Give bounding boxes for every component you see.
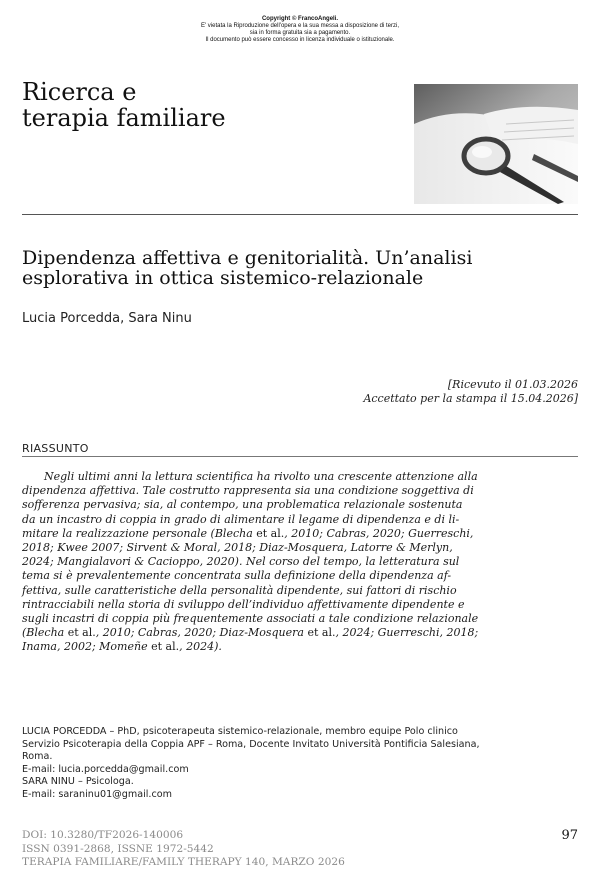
abstract-text: 2018; Kwee 2007; Sirvent & Moral, 2018; Diaz-Mosquera, Latorre & Merlyn, [22, 541, 453, 555]
abstract-text: sofferenza pervasiva; sia, al contempo, una problematica relazionale sostenuta [22, 498, 463, 512]
footer-journal: TERAPIA FAMILIARE/FAMILY THERAPY 140, MARZO 2026 [22, 856, 345, 868]
abstract-line [22, 470, 578, 484]
abstract-text: Negli ultimi anni la lettura scientifica ha rivolto una crescente attenzione alla [44, 470, 478, 483]
doi: DOI: 10.3280/TF2026-140006 [22, 829, 184, 841]
citation-etal: et al. [151, 640, 180, 654]
abstract-text: tema si è prevalentemente concentrata sulla definizione della dipendenza af- [22, 569, 452, 583]
abstract-text: fettiva, sulle caratteristiche della personalità dipendente, sui fattori di rischio [22, 583, 457, 597]
abstract-line [22, 541, 578, 555]
header-divider [22, 214, 578, 215]
accepted-date: Accettato per la stampa il 15.04.2026] [363, 392, 578, 405]
abstract-text: sugli incastri di coppia più frequentemente associati a tale condizione relazionale [22, 612, 479, 626]
email-line: E-mail: saraninu01@gmail.com [22, 788, 172, 800]
article-title-line: esplorativa in ottica sistemico-relazionale [22, 267, 424, 289]
abstract-line [22, 527, 578, 541]
magnifying-glass-image [414, 84, 578, 204]
article-title [22, 248, 578, 288]
email-line: E-mail: lucia.porcedda@gmail.com [22, 763, 189, 775]
copyright-notice [0, 16, 600, 44]
issn: ISSN 0391-2868, ISSNE 1972-5442 [22, 842, 214, 855]
abstract-line [22, 598, 578, 612]
article-authors: Lucia Porcedda, Sara Ninu [22, 311, 192, 326]
submission-dates [363, 378, 578, 406]
abstract-line [22, 498, 578, 512]
abstract-text: , 2024; Guerreschi, 2018; [335, 626, 479, 640]
affiliation-line: Roma. [22, 751, 53, 763]
abstract-line [22, 640, 578, 654]
abstract-line [22, 612, 578, 626]
abstract-text: , 2024). [179, 640, 222, 654]
abstract-heading: RIASSUNTO [22, 442, 89, 455]
abstract-line [22, 513, 578, 527]
abstract-text: 2024; Mangialavori & Cacioppo, 2020). Nel corso del tempo, la letteratura sul [22, 555, 460, 569]
abstract-divider [22, 456, 578, 457]
abstract-text: Inama, 2002; Momeñe [22, 640, 152, 654]
author-affiliations [22, 726, 578, 802]
abstract-line [22, 626, 578, 640]
abstract-text: (Blecha [22, 626, 68, 640]
abstract-line [22, 555, 578, 569]
footer-metadata [22, 829, 345, 870]
abstract-text: rintracciabili nella storia di sviluppo dell’individuo affettivamente dipendente e [22, 597, 465, 611]
copyright-line: Copyright © FrancoAngeli. [261, 16, 339, 22]
abstract-text: , 2010; Cabras, 2020; Guerreschi, [284, 526, 474, 540]
abstract-text: da un incastro di coppia in grado di alimentare il legame di dipendenza e di li- [22, 512, 460, 526]
journal-title [22, 79, 226, 131]
copyright-line: sia in forma gratuita sia a pagamento. [249, 30, 351, 36]
journal-title-line: terapia familiare [22, 104, 226, 132]
abstract-line [22, 569, 578, 583]
page-number: 97 [561, 828, 578, 843]
affiliation-line: SARA NINU – Psicologa. [22, 776, 134, 788]
abstract-text: , 2010; Cabras, 2020; Diaz-Mosquera [95, 626, 308, 640]
abstract-text: mitare la realizzazione personale (Blecha [22, 526, 257, 540]
affiliation-line: LUCIA PORCEDDA – PhD, psicoterapeuta sistemico-relazionale, membro equipe Polo clinico [22, 726, 458, 737]
abstract-body [22, 470, 578, 655]
received-date: [Ricevuto il 01.03.2026 [447, 378, 578, 391]
journal-title-line: Ricerca e [22, 78, 137, 106]
affiliation-line: Servizio Psicoterapia della Coppia APF – Roma, Docente Invitato Università Pontificia Salesiana, [22, 738, 480, 750]
article-title-line: Dipendenza affettiva e genitorialità. Un’analisi [22, 247, 473, 269]
copyright-line: E' vietata la Riproduzione dell'opera e la sua messa a disposizione di terzi, [200, 23, 400, 29]
abstract-line [22, 584, 578, 598]
citation-etal: et al. [67, 626, 96, 640]
abstract-line [22, 484, 578, 498]
citation-etal: et al. [307, 626, 336, 640]
copyright-line: Il documento può essere concesso in licenza individuale o istituzionale. [205, 37, 395, 43]
abstract-text: dipendenza affettiva. Tale costrutto rappresenta sia una condizione soggettiva di [22, 484, 474, 498]
citation-etal: et al. [256, 526, 285, 540]
